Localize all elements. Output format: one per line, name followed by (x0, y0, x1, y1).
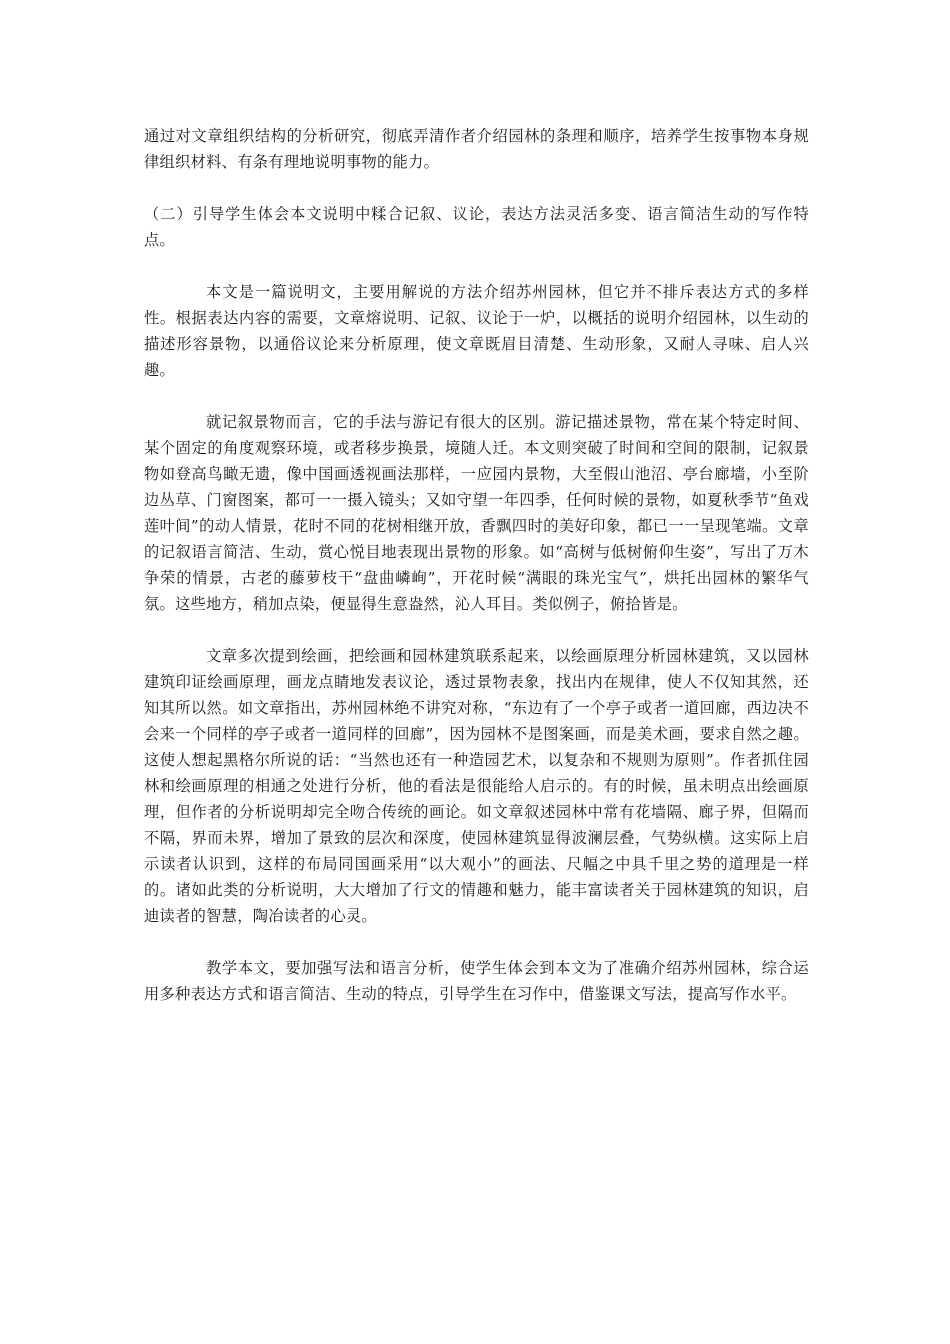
paragraph-3: 本文是一篇说明文，主要用解说的方法介绍苏州园林，但它并不排斥表达方式的多样性。根据表达内容的需要，文章熔说明、记叙、议论于一炉，以概括的说明介绍园林，以生动的描述形容景物，以通俗议论来分析原理，使文章既眉目清楚、生动形象，又耐人寻味、启人兴趣。 (144, 283, 809, 379)
paragraph-5: 文章多次提到绘画，把绘画和园林建筑联系起来，以绘画原理分析园林建筑，又以园林建筑印证绘画原理，画龙点睛地发表议论，透过景物表象，找出内在规律，使人不仅知其然，还知其所以然。如文章指出，苏州园林绝不讲究对称，“东边有了一个亭子或者一道回廊，西边决不会来一个同样的亭子或者一道同样的回廊”，因为园林不是图案画，而是美术画，要求自然之趣。这使人想起黑格尔所说的话：“当然也还有一种造园艺术，以复杂和不规则为原则”。作者抓住园林和绘画原理的相通之处进行分析，他的看法是很能给人启示的。有的时候，虽未明点出绘画原理，但作者的分析说明却完全吻合传统的画论。如文章叙述园林中常有花墙隔、廊子界，但隔而不隔，界而未界，增加了景致的层次和深度，使园林建筑显得波澜层叠，气势纵横。这实际上启示读者认识到，这样的布局同国画采用“以大观小”的画法、尺幅之中具千里之势的道理是一样的。诸如此类的分析说明，大大增加了行文的情趣和魅力，能丰富读者关于园林建筑的知识，启迪读者的智慧，陶冶读者的心灵。 (144, 647, 809, 925)
paragraph-4: 就记叙景物而言，它的手法与游记有很大的区别。游记描述景物，常在某个特定时间、某个固定的角度观察环境，或者移步换景，境随人迁。本文则突破了时间和空间的限制，记叙景物如登高鸟瞰无遗，像中国画透视画法那样，一应园内景物，大至假山池沼、亭台廊墙，小至阶边丛草、门窗图案，都可一一摄入镜头；又如守望一年四季，任何时候的景物，如夏秋季节“鱼戏莲叶间”的动人情景，花时不同的花树相继开放，香飘四时的美好印象，都已一一呈现笔端。文章的记叙语言简洁、生动，赏心悦目地表现出景物的形象。如“高树与低树俯仰生姿”，写出了万木争荣的情景，古老的藤萝枝干“盘曲嶙峋”，开花时候“满眼的珠光宝气”，烘托出园林的繁华气氛。这些地方，稍加点染，便显得生意盎然，沁人耳目。类似例子，俯拾皆是。 (144, 413, 809, 613)
paragraph-1: 通过对文章组织结构的分析研究，彻底弄清作者介绍园林的条理和顺序，培养学生按事物本身规律组织材料、有条有理地说明事物的能力。 (144, 127, 809, 171)
document-body (144, 123, 809, 1007)
paragraph-2-section-heading: （二）引导学生体会本文说明中糅合记叙、议论，表达方法灵活多变、语言简洁生动的写作特点。 (144, 205, 809, 249)
paragraph-6: 教学本文，要加强写法和语言分析，使学生体会到本文为了准确介绍苏州园林，综合运用多种表达方式和语言简洁、生动的特点，引导学生在习作中，借鉴课文写法，提高写作水平。 (144, 959, 809, 1003)
